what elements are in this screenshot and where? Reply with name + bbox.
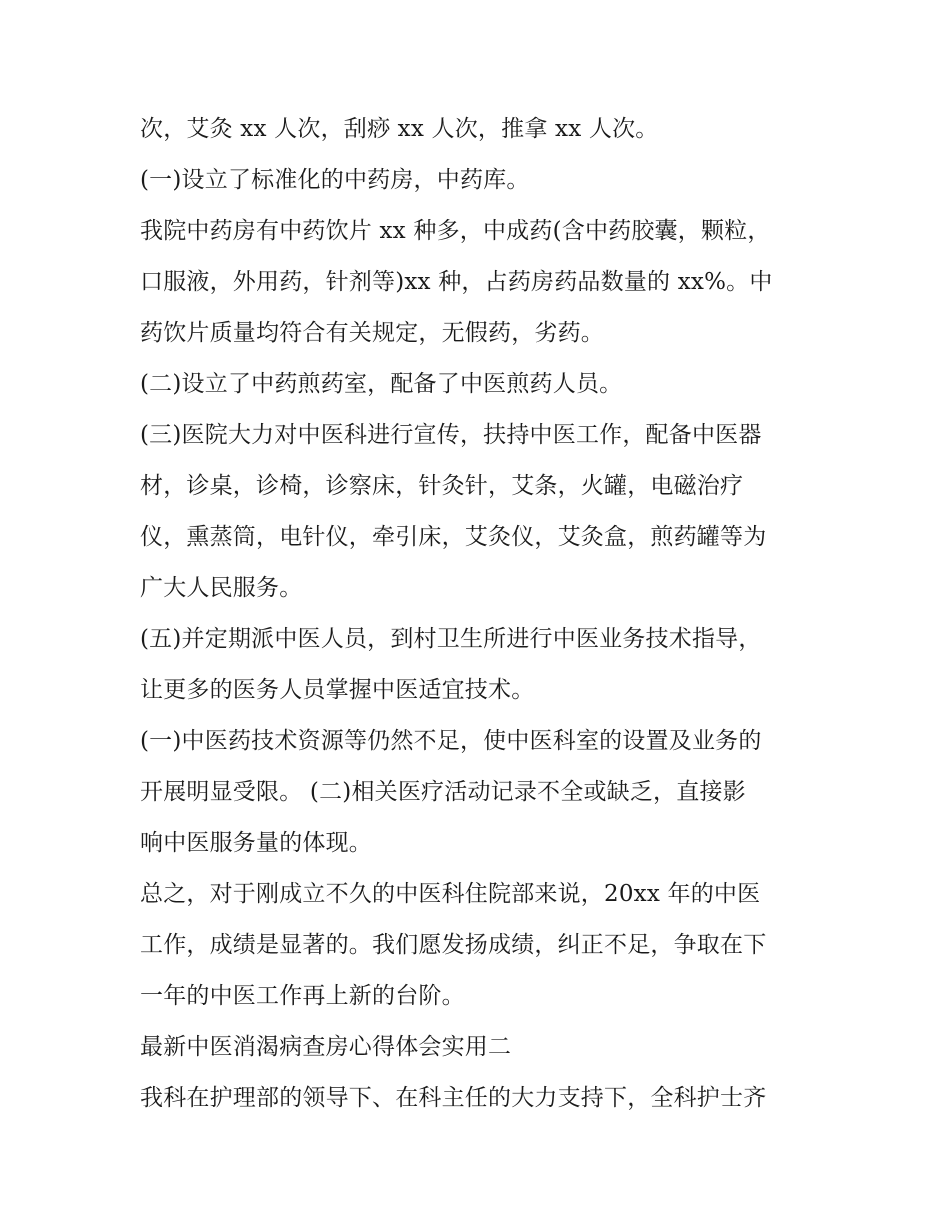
text-line: 让更多的医务人员掌握中医适宜技术。: [140, 677, 535, 703]
text-line: 我科在护理部的领导下、在科主任的大力支持下，全科护士齐: [140, 1085, 767, 1111]
text-line: 开展明显受限。 (二)相关医疗活动记录不全或缺乏，直接影: [140, 779, 746, 805]
text-line: 一年的中医工作再上新的台阶。: [140, 983, 465, 1009]
text-line: 我院中药房有中药饮片 xx 种多，中成药(含中药胶囊，颗粒，: [140, 218, 771, 244]
text-line: 广大人民服务。: [140, 575, 303, 601]
text-line: 仪，熏蒸筒，电针仪，牵引床，艾灸仪，艾灸盒，煎药罐等为: [140, 524, 767, 550]
text-line: (一)中医药技术资源等仍然不足，使中医科室的设置及业务的: [140, 728, 762, 754]
section-heading: 最新中医消渴病查房心得体会实用二: [140, 1034, 512, 1060]
text-line: 口服液，外用药，针剂等)xx 种，占药房药品数量的 xx%。中: [140, 269, 773, 295]
text-line: 材，诊桌，诊椅，诊察床，针灸针，艾条，火罐，电磁治疗: [140, 473, 744, 499]
text-line: (二)设立了中药煎药室，配备了中医煎药人员。: [140, 371, 623, 397]
text-line: 响中医服务量的体现。: [140, 830, 372, 856]
text-line: 药饮片质量均符合有关规定，无假药，劣药。: [140, 320, 604, 346]
text-line: 工作，成绩是显著的。我们愿发扬成绩，纠正不足，争取在下: [140, 932, 767, 958]
text-line: (三)医院大力对中医科进行宣传，扶持中医工作，配备中医器: [140, 422, 762, 448]
text-line: (五)并定期派中医人员，到村卫生所进行中医业务技术指导，: [140, 626, 762, 652]
text-line: (一)设立了标准化的中药房，中药库。: [140, 167, 530, 193]
text-line: 总之，对于刚成立不久的中医科住院部来说，20xx 年的中医: [140, 881, 761, 907]
text-line: 次，艾灸 xx 人次，刮痧 xx 人次，推拿 xx 人次。: [140, 116, 659, 142]
document-body: [140, 104, 815, 1124]
